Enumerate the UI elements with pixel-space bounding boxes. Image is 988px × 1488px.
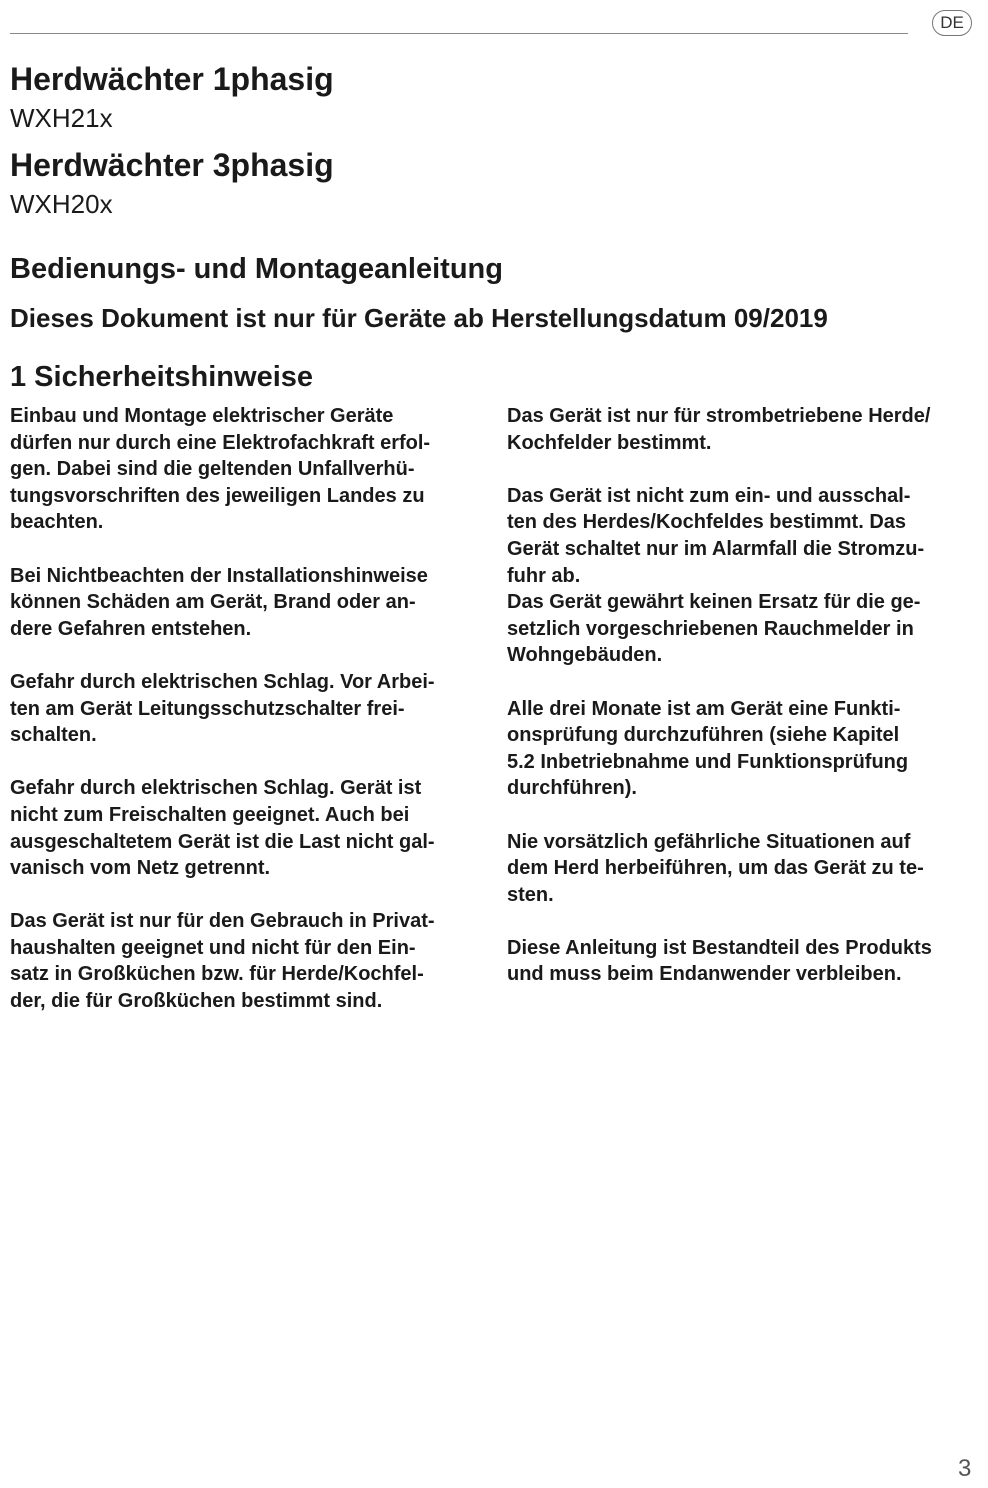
safety-paragraph: Nie vorsätzlich gefährliche Situationen auf dem Herd herbeiführen, um das Gerät zu te- sten. [507, 830, 924, 906]
product-code-3phase: WXH20x [10, 189, 113, 219]
product-titles [10, 60, 970, 232]
language-badge: DE [932, 10, 972, 36]
safety-paragraph: Einbau und Montage elektrischer Geräte dürfen nur durch eine Elektrofachkraft erfol- gen. Dabei sind die geltenden Unfallverhü- tungsvorschriften des jeweiligen Landes zu beachten. [10, 405, 431, 534]
safety-paragraph: Bei Nichtbeachten der Installationshinweise können Schäden am Gerät, Brand oder an- dere Gefahren entstehen. [10, 564, 428, 640]
section-title: 1 Sicherheitshinweise [10, 361, 314, 393]
product-code-1phase: WXH21x [10, 103, 113, 133]
safety-paragraph: Das Gerät ist nicht zum ein- und ausschal- ten des Herdes/Kochfeldes bestimmt. Das Gerät schaltet nur im Alarmfall die Stromzu- fuhr ab. [507, 484, 925, 587]
safety-paragraph: Das Gerät gewährt keinen Ersatz für die ge- setzlich vorgeschriebenen Rauchmelder in Wohngebäuden. [507, 591, 921, 667]
safety-paragraph: Gefahr durch elektrischen Schlag. Vor Arbei- ten am Gerät Leitungsschutzschalter frei- schalten. [10, 670, 435, 747]
safety-paragraph: Das Gerät ist nur für den Gebrauch in Privat- haushalten geeignet und nicht für den Ein- satz in Großküchen bzw. für Herde/Kochfel- der, die für Großküchen bestimmt sind. [10, 910, 435, 1013]
safety-notes-left-column [10, 403, 486, 1015]
header-rule [10, 33, 908, 34]
safety-paragraph: Alle drei Monate ist am Gerät eine Funkti- onsprüfung durchzuführen (siehe Kapitel 5.2 Inbetriebnahme und Funktionsprüfung durchführen). [507, 697, 909, 800]
product-title-3phase: Herdwächter 3phasig [10, 147, 334, 183]
document-title: Bedienungs- und Montageanleitung [10, 253, 503, 285]
safety-paragraph: Das Gerät ist nur für strombetriebene Herde/ Kochfelder bestimmt. [507, 405, 931, 454]
product-title-1phase: Herdwächter 1phasig [10, 61, 334, 97]
safety-notes-right-column [507, 403, 983, 988]
safety-paragraph: Diese Anleitung ist Bestandteil des Produkts und muss beim Endanwender verbleiben. [507, 936, 932, 986]
page-number: 3 [958, 1455, 972, 1482]
document-validity-note: Dieses Dokument ist nur für Geräte ab Herstellungsdatum 09/2019 [10, 303, 828, 333]
safety-paragraph: Gefahr durch elektrischen Schlag. Gerät ist nicht zum Freischalten geeignet. Auch bei ausgeschaltetem Gerät ist die Last nicht gal- vanisch vom Netz getrennt. [10, 777, 435, 880]
